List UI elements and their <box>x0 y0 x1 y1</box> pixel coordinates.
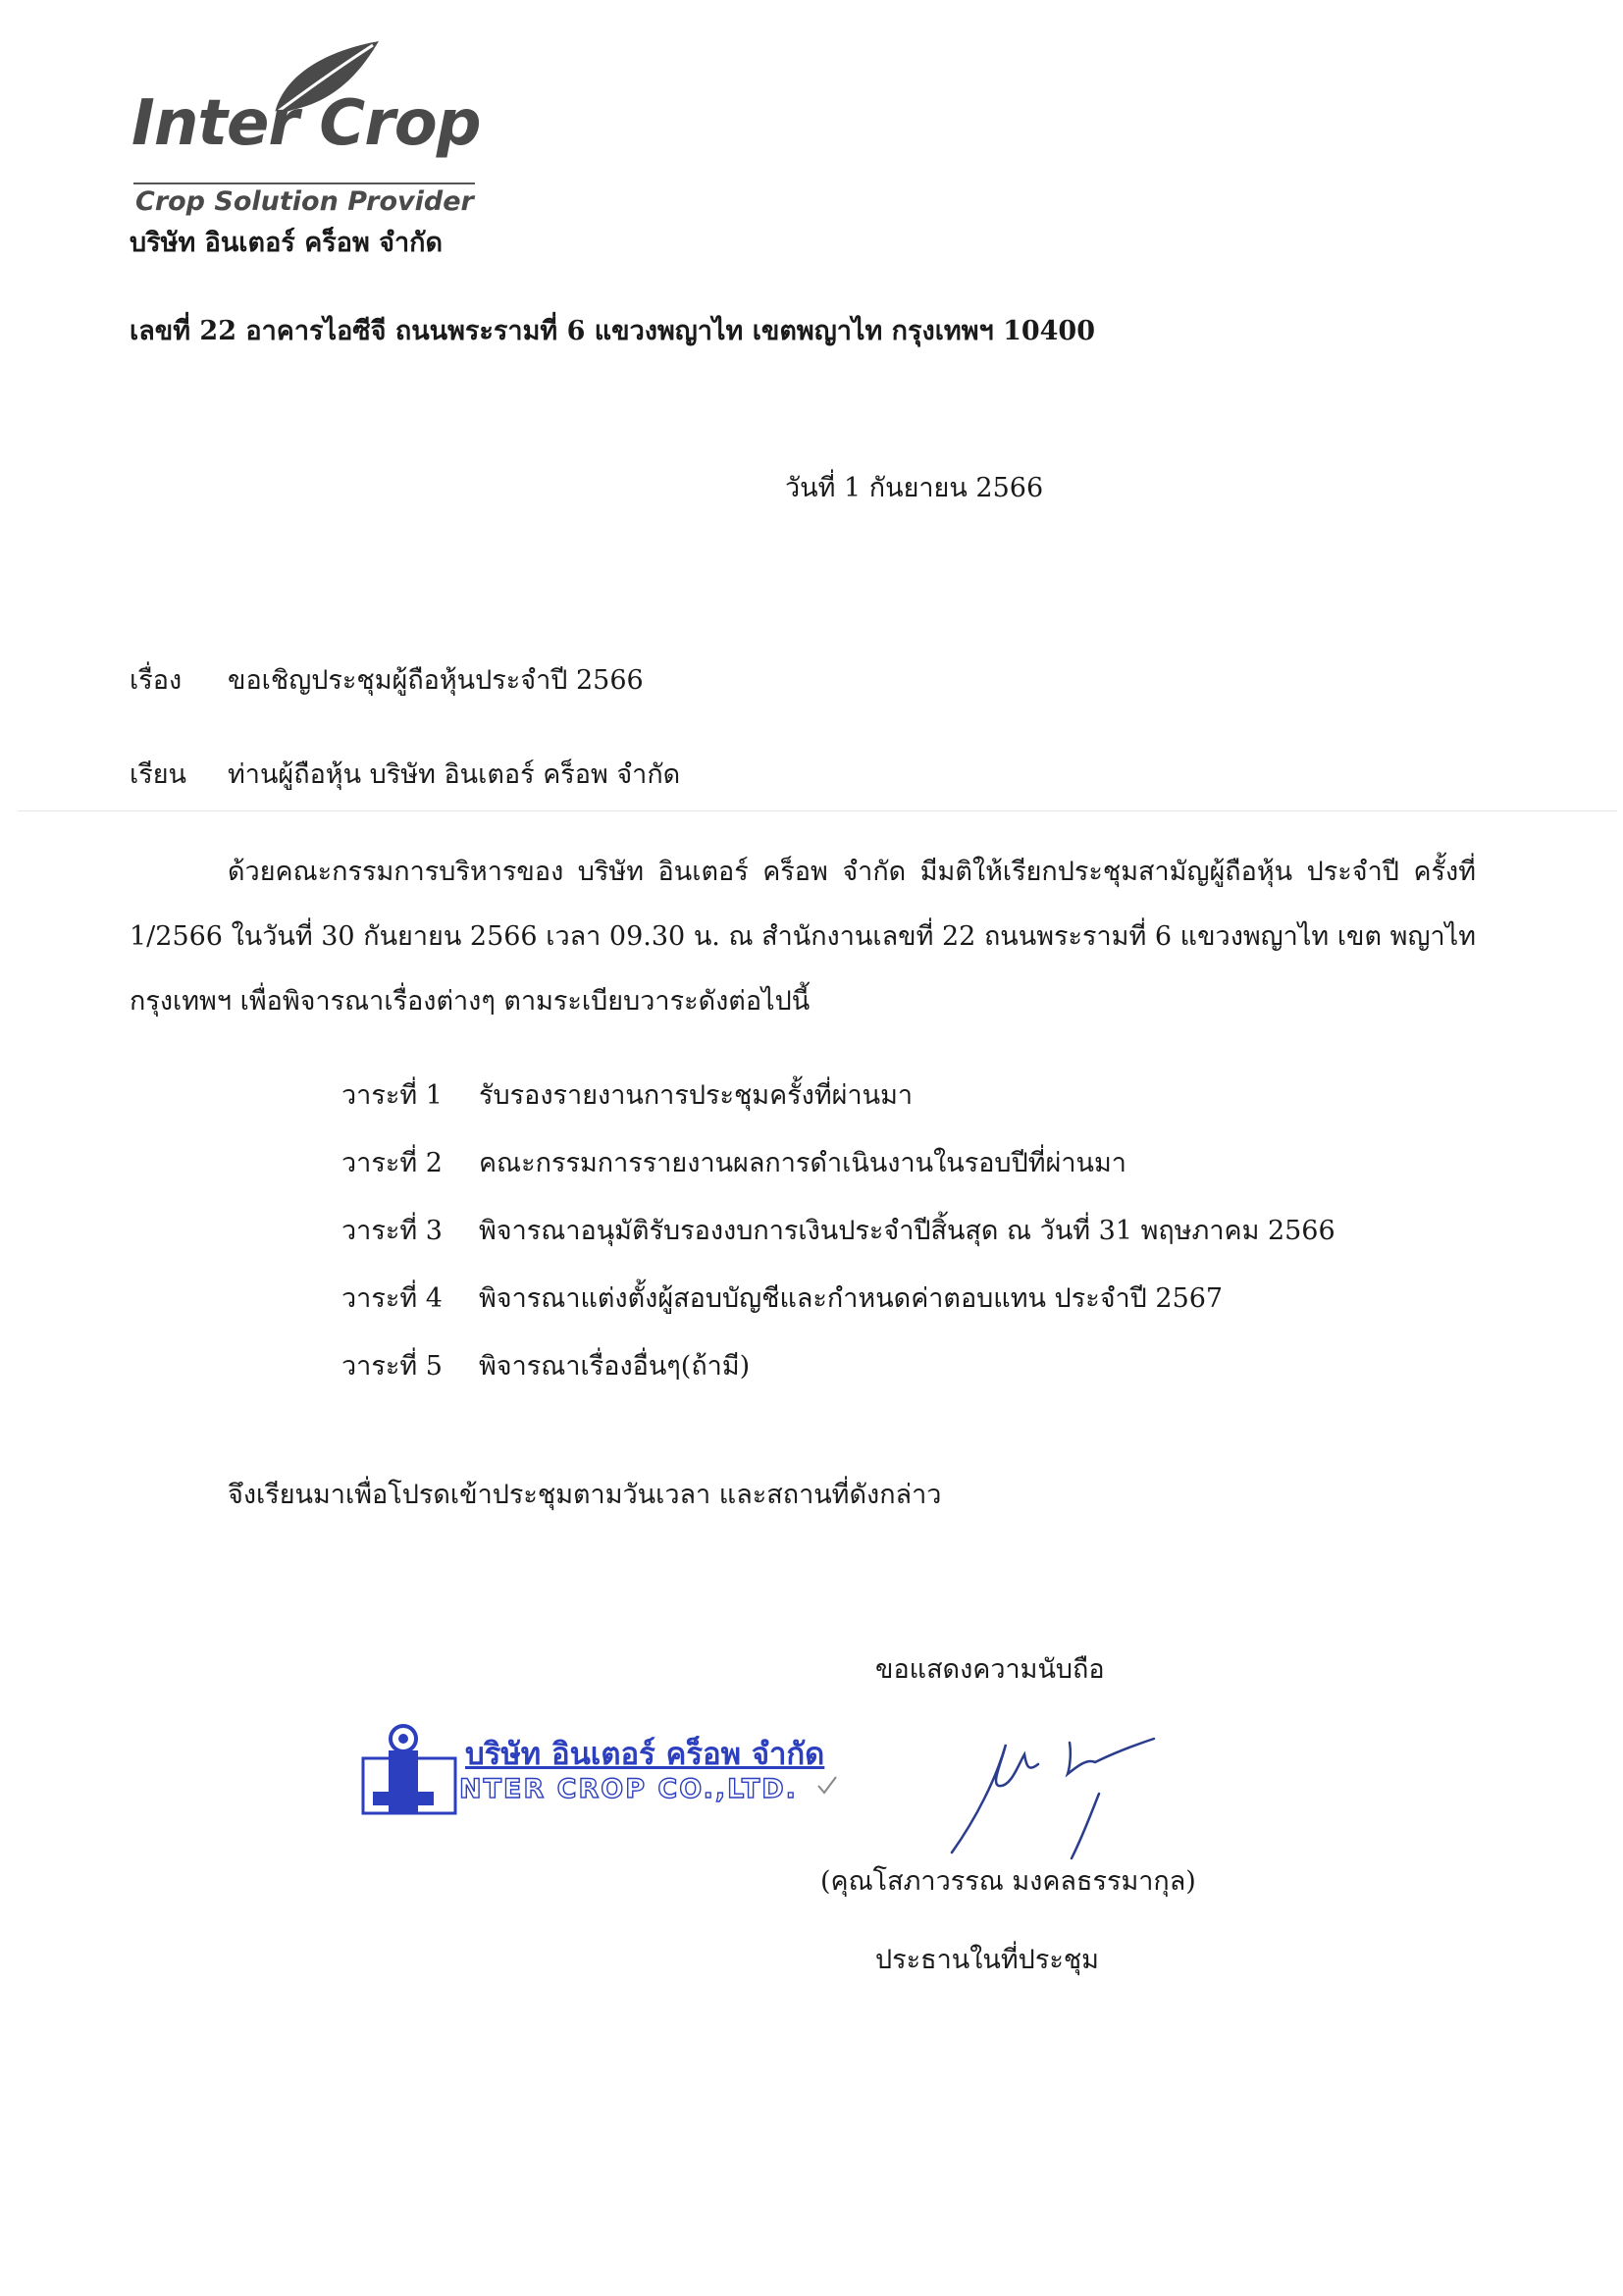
company-address: เลขที่ 22 อาคารไอซีจี ถนนพระรามที่ 6 แขวงพญาไท เขตพญาไท กรุงเทพฯ 10400 <box>130 316 1096 346</box>
company-stamp <box>359 1723 825 1817</box>
agenda-text: พิจารณาเรื่องอื่นๆ(ถ้ามี) <box>479 1351 751 1382</box>
company-logo <box>130 37 483 217</box>
subject-text: ขอเชิญประชุมผู้ถือหุ้นประจำปี 2566 <box>228 665 644 696</box>
recipient-text: ท่านผู้ถือหุ้น บริษัท อินเตอร์ คร็อพ จำกัด <box>228 759 681 790</box>
logo-tagline: Crop Solution Provider <box>135 186 474 217</box>
agenda-number: วาระที่ 2 <box>341 1148 443 1178</box>
agenda-number: วาระที่ 1 <box>341 1080 443 1111</box>
closing-text: จึงเรียนมาเพื่อโปรดเข้าประชุมตามวันเวลา และสถานที่ดังกล่าว <box>228 1480 942 1510</box>
logo-rule <box>133 183 475 184</box>
agenda-number: วาระที่ 3 <box>341 1216 443 1246</box>
stamp-emblem-icon <box>359 1723 457 1817</box>
letter-date: วันที่ 1 กันยายน 2566 <box>785 473 1044 503</box>
agenda-text: พิจารณาอนุมัติรับรองงบการเงินประจำปีสิ้นสุด ณ วันที่ 31 พฤษภาคม 2566 <box>479 1216 1335 1246</box>
signer-title: ประธานในที่ประชุม <box>875 1945 1099 1975</box>
agenda-text: รับรองรายงานการประชุมครั้งที่ผ่านมา <box>479 1080 914 1111</box>
subject-label: เรื่อง <box>130 665 183 696</box>
agenda-text: คณะกรรมการรายงานผลการดำเนินงานในรอบปีที่ผ่านมา <box>479 1148 1126 1178</box>
check-mark-icon <box>816 1774 838 1796</box>
agenda-number: วาระที่ 4 <box>341 1283 443 1314</box>
stamp-english-name: NTER CROP CO.,LTD. <box>459 1774 798 1804</box>
logo-brand-text: Inter Crop <box>131 87 481 160</box>
stamp-thai-name: บริษัท อินเตอร์ คร็อพ จำกัด <box>465 1737 825 1772</box>
letter-body: ด้วยคณะกรรมการบริหารของ บริษัท อินเตอร์ คร็อพ จำกัด มีมติให้เรียกประชุมสามัญผู้ถือหุ้น ประจำปี ครั้งที่ 1/2566 ในวันที่ 30 กันยายน 2566 เวลา 09.30 น. ณ สำนักงานเลขที่ 22 ถนนพระรามที่ 6 แขวงพญาไท เขต พญาไท กรุงเทพฯ เพื่อพิจารณาเรื่องต่างๆ ตามระเบียบวาระดังต่อไปนี้ <box>130 857 1476 1017</box>
agenda-number: วาระที่ 5 <box>341 1351 443 1382</box>
regards-text: ขอแสดงความนับถือ <box>875 1654 1105 1685</box>
company-name: บริษัท อินเตอร์ คร็อพ จำกัด <box>130 228 444 258</box>
recipient-label: เรียน <box>130 759 187 790</box>
agenda-text: พิจารณาแต่งตั้งผู้สอบบัญชีและกำหนดค่าตอบแทน ประจำปี 2567 <box>479 1283 1224 1314</box>
handwritten-signature <box>922 1725 1178 1862</box>
signer-name: (คุณโสภาวรรณ มงคลธรรมากุล) <box>820 1866 1196 1897</box>
scan-artifact-line <box>18 810 1617 811</box>
